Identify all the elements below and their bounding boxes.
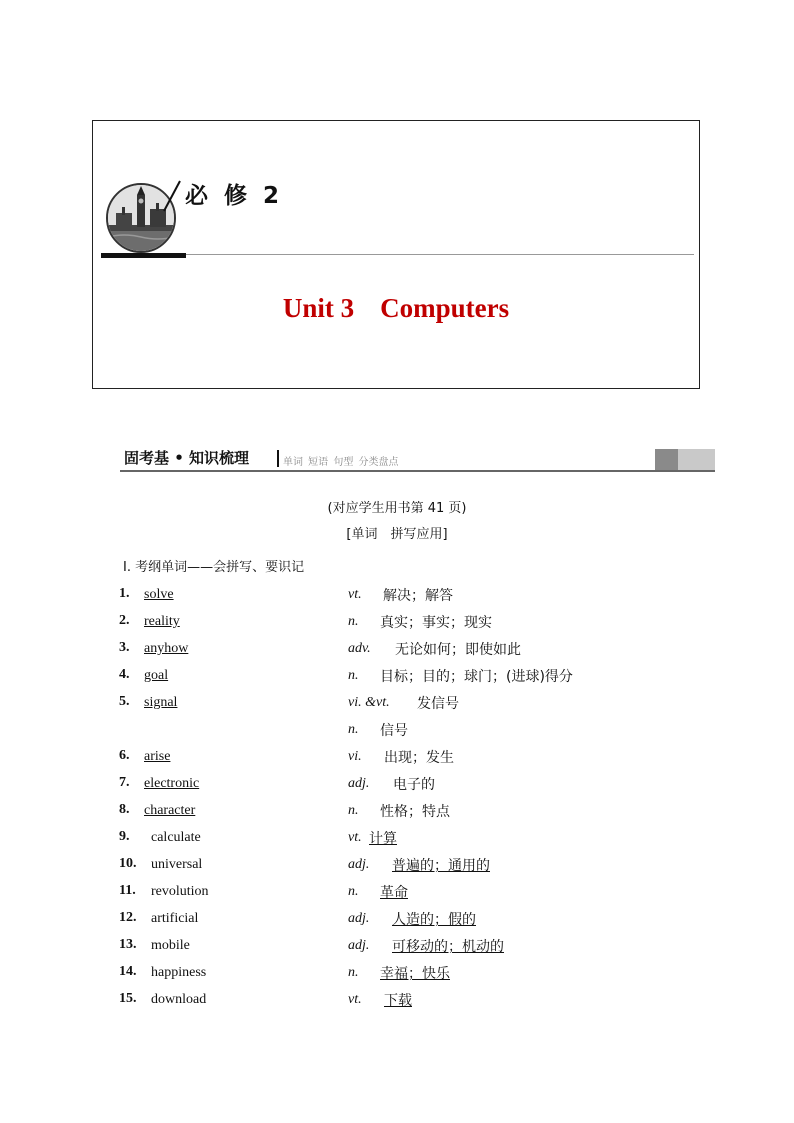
list-heading: Ⅰ. 考纲单词——会拼写、要识记: [123, 560, 305, 575]
part-of-speech: n.: [348, 884, 359, 899]
part-of-speech: n.: [348, 614, 359, 629]
vocab-meaning: 电子的: [393, 777, 435, 793]
vocab-word: mobile: [151, 938, 190, 953]
vocab-word: anyhow: [144, 641, 189, 656]
vocab-number: 7.: [119, 775, 130, 790]
vocab-number: 14.: [119, 964, 137, 979]
header-block-light: [678, 449, 715, 470]
vocab-word: electronic: [144, 776, 200, 791]
vocab-row: [0, 772, 794, 799]
vocab-meaning: 幸福；快乐: [380, 966, 450, 982]
part-of-speech: adj.: [348, 857, 370, 872]
vocab-word: universal: [151, 857, 203, 872]
vocab-word: goal: [144, 668, 169, 683]
vocab-meaning: 计算: [369, 831, 397, 847]
vocab-word: download: [151, 992, 207, 1007]
vocab-word: calculate: [151, 830, 201, 845]
part-of-speech: vt.: [348, 992, 362, 1007]
vocab-meaning: 出现；发生: [384, 750, 454, 766]
vocab-meaning: 普遍的；通用的: [392, 858, 490, 874]
vocab-number: 9.: [119, 829, 130, 844]
part-of-speech: n.: [348, 722, 359, 737]
banner-rule: [186, 254, 694, 255]
unit-title: [93, 293, 699, 324]
vocab-number: 3.: [119, 640, 130, 655]
vocab-word: artificial: [151, 911, 199, 926]
part-of-speech: vi. &vt.: [348, 695, 390, 710]
subsection-heading: [单词 拼写应用]: [346, 527, 448, 542]
vocab-meaning: 解决；解答: [383, 588, 453, 604]
vocab-meaning: 真实；事实；现实: [380, 615, 492, 631]
vocab-row: [0, 637, 794, 664]
vocab-meaning: 下载: [384, 993, 412, 1009]
section-title: 固考基 • 知识梳理: [124, 449, 250, 467]
part-of-speech: vt.: [348, 830, 362, 845]
vocab-row: [0, 799, 794, 826]
vocab-row: [0, 718, 794, 745]
vocab-number: 12.: [119, 910, 137, 925]
section-tags: 单词 短语 句型 分类盘点: [283, 457, 399, 468]
part-of-speech: adv.: [348, 641, 371, 656]
vocab-word: revolution: [151, 884, 209, 899]
vocab-number: 2.: [119, 613, 130, 628]
vocab-row: [0, 691, 794, 718]
vocab-number: 10.: [119, 856, 137, 871]
vocab-meaning: 革命: [380, 885, 408, 901]
vocab-meaning: 人造的；假的: [392, 912, 476, 928]
vocab-row: [0, 826, 794, 853]
part-of-speech: adj.: [348, 938, 370, 953]
vocab-number: 15.: [119, 991, 137, 1006]
vocab-meaning: 信号: [380, 723, 408, 739]
vocab-meaning: 无论如何；即使如此: [395, 642, 521, 658]
vocab-row: [0, 988, 794, 1015]
header-block-dark: [655, 449, 678, 470]
vocab-number: 5.: [119, 694, 130, 709]
vocab-row: [0, 934, 794, 961]
vocab-meaning: 目标；目的；球门；(进球)得分: [380, 669, 573, 685]
page-reference: (对应学生用书第 41 页): [327, 501, 467, 516]
part-of-speech: n.: [348, 803, 359, 818]
part-of-speech: adj.: [348, 776, 370, 791]
vocab-row: [0, 664, 794, 691]
vocab-row: [0, 907, 794, 934]
volume-title: 必 修 2: [185, 183, 284, 209]
vocab-number: 8.: [119, 802, 130, 817]
vocab-number: 1.: [119, 586, 130, 601]
vocab-meaning: 可移动的；机动的: [392, 939, 504, 955]
vocab-row: [0, 610, 794, 637]
title-banner: [92, 120, 700, 389]
vocab-row: [0, 583, 794, 610]
vocab-meaning: 性格；特点: [380, 804, 450, 820]
vocab-word: reality: [144, 614, 180, 629]
vocab-word: solve: [144, 587, 174, 602]
header-underline: [120, 470, 715, 472]
vocab-number: 4.: [119, 667, 130, 682]
vocab-number: 13.: [119, 937, 137, 952]
part-of-speech: vi.: [348, 749, 362, 764]
part-of-speech: n.: [348, 965, 359, 980]
unit-topic: Computers: [380, 293, 510, 323]
vocab-number: 6.: [119, 748, 130, 763]
big-ben-logo-icon: [106, 183, 176, 253]
vocab-row: [0, 961, 794, 988]
vocab-word: signal: [144, 695, 178, 710]
vocab-row: [0, 745, 794, 772]
unit-number: Unit 3: [282, 293, 355, 323]
banner-rule-thick: [101, 253, 186, 258]
part-of-speech: adj.: [348, 911, 370, 926]
section-header: [120, 447, 715, 473]
section-divider: [277, 450, 279, 467]
vocab-word: happiness: [151, 965, 207, 980]
vocab-row: [0, 880, 794, 907]
vocab-row: [0, 853, 794, 880]
vocab-word: character: [144, 803, 196, 818]
part-of-speech: n.: [348, 668, 359, 683]
vocab-word: arise: [144, 749, 171, 764]
vocab-meaning: 发信号: [417, 696, 459, 712]
part-of-speech: vt.: [348, 587, 362, 602]
vocab-number: 11.: [119, 883, 136, 898]
vocab-list: [0, 583, 794, 1015]
